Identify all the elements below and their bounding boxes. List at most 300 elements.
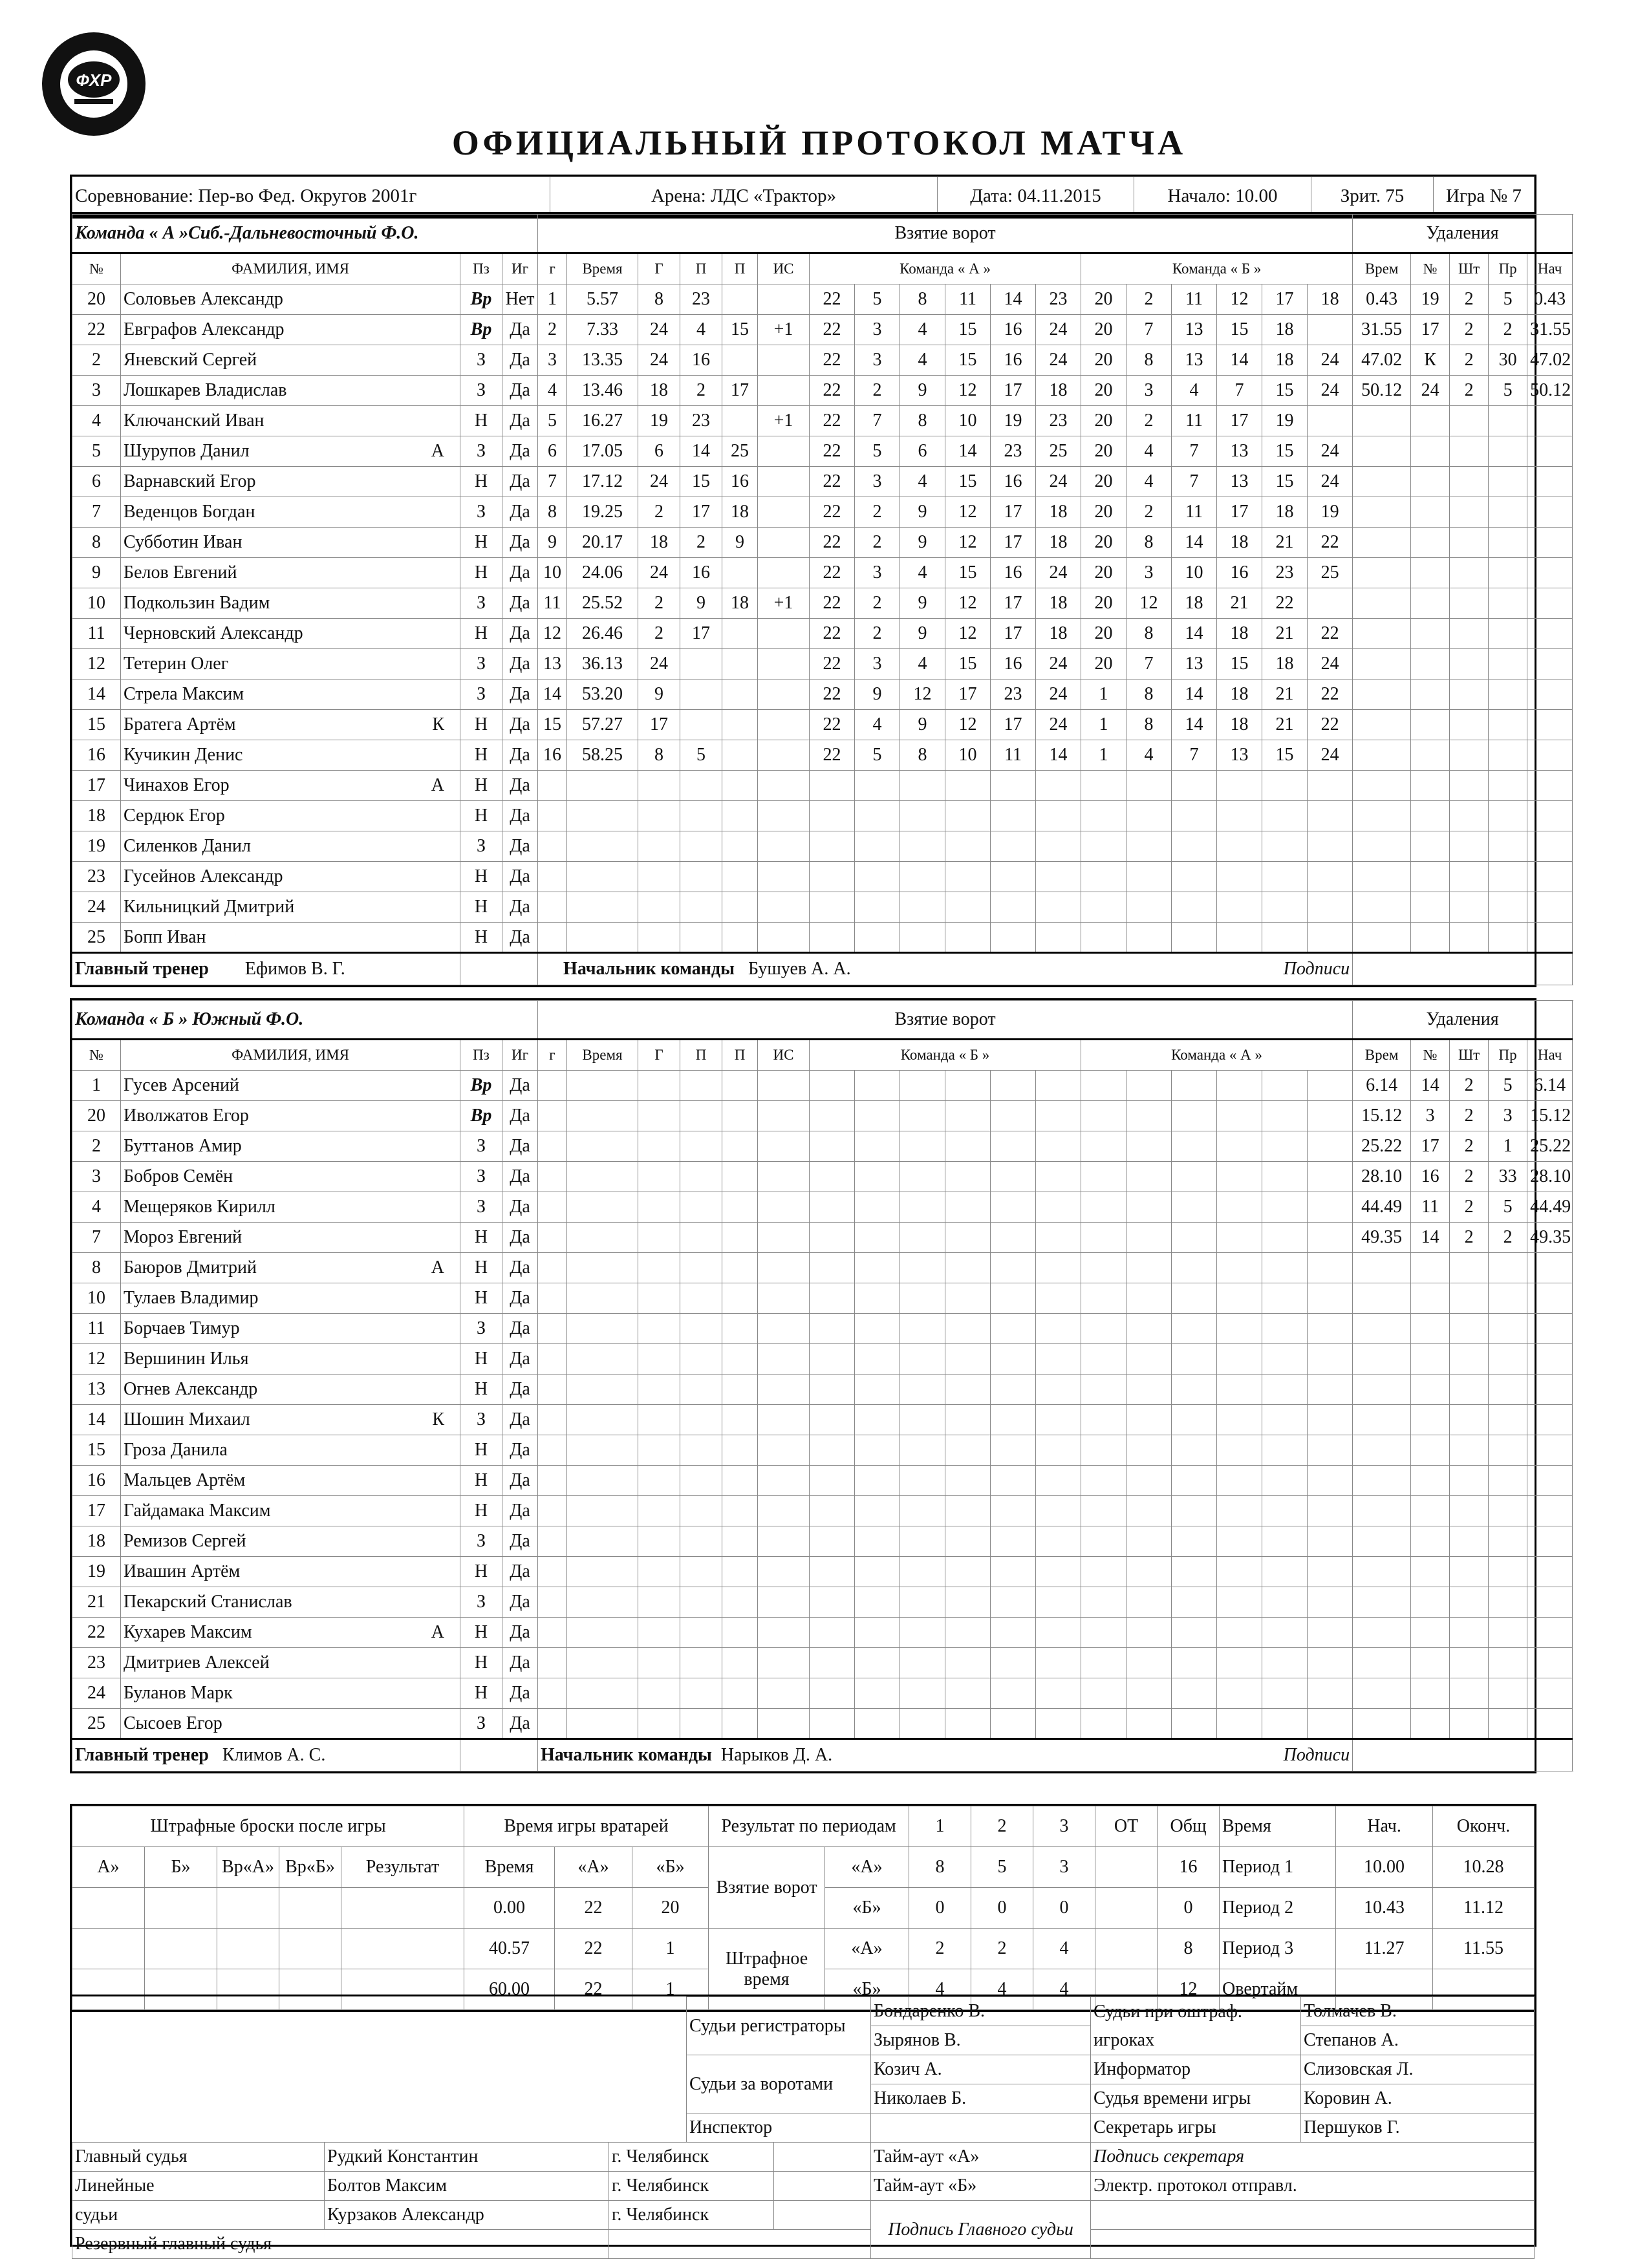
team-b-player-position: Н (460, 1557, 502, 1587)
captain-mark: А (431, 441, 444, 461)
team-a-player-row (72, 315, 1573, 345)
onice-opp (1217, 771, 1262, 801)
onice-own: 22 (810, 588, 855, 619)
team-a-player-played: Да (502, 376, 538, 406)
col-ig: Иг (502, 253, 538, 284)
onice-opp: 20 (1081, 619, 1126, 649)
onice-own (810, 771, 855, 801)
penalty-time: 15.12 (1353, 1101, 1411, 1131)
goal-seq: 13 (538, 649, 567, 679)
team-b-player-number: 18 (72, 1526, 121, 1557)
penalty-start (1527, 1405, 1573, 1435)
goal-assist-1 (680, 1678, 722, 1709)
onice-own (945, 1071, 991, 1101)
period-2-start: 10.43 (1336, 1888, 1433, 1929)
onice-opp (1081, 1192, 1126, 1223)
goal-situation (758, 1587, 810, 1618)
onice-own: 24 (1036, 679, 1081, 710)
penalty-time (1353, 831, 1411, 862)
onice-opp (1126, 1192, 1172, 1223)
penalty-reason (1489, 1466, 1527, 1496)
team-b-player-played: Да (502, 1678, 538, 1709)
goal-assist-1 (680, 1101, 722, 1131)
goal-assist-2 (722, 1618, 758, 1648)
goal-time (567, 1192, 638, 1223)
goal-assist-2: 25 (722, 436, 758, 467)
penalty-start: 50.12 (1527, 376, 1573, 406)
penalty-player: 17 (1411, 1131, 1450, 1162)
penalty-time (1353, 1344, 1411, 1375)
goal-situation (758, 1466, 810, 1496)
onice-own (991, 1557, 1036, 1587)
team-a-player-position: Н (460, 558, 502, 588)
team-b-player-played: Да (502, 1405, 538, 1435)
team-a-player-played: Да (502, 892, 538, 923)
team-a-player-position: Вр (460, 284, 502, 315)
col-goal: Г (638, 253, 680, 284)
penalty-start: 31.55 (1527, 315, 1573, 345)
team-b-player-played: Да (502, 1192, 538, 1223)
penalty-minutes (1450, 1587, 1489, 1618)
goal-scorer (638, 1648, 680, 1678)
gk-col-b: «Б» (632, 1847, 709, 1888)
penalty-player: 3 (1411, 1101, 1450, 1131)
captain-mark: А (431, 775, 444, 795)
onice-opp (1081, 892, 1126, 923)
onice-own: 10 (945, 740, 991, 771)
onice-own (1036, 1192, 1081, 1223)
goal-time: 13.35 (567, 345, 638, 376)
onice-own (1036, 801, 1081, 831)
team-a-player-name: Подкользин Вадим (121, 588, 460, 619)
onice-own (991, 831, 1036, 862)
team-a-player-played: Да (502, 831, 538, 862)
goal-situation (758, 436, 810, 467)
penalty-player (1411, 1466, 1450, 1496)
onice-opp: 11 (1172, 284, 1217, 315)
penalty-player (1411, 1405, 1450, 1435)
penalty-start (1527, 1375, 1573, 1405)
onice-own (810, 1466, 855, 1496)
onice-opp: 15 (1217, 649, 1262, 679)
goal-assist-2 (722, 1283, 758, 1314)
onice-opp (1217, 1375, 1262, 1405)
goal-assist-1 (680, 1496, 722, 1526)
onice-opp (1308, 1587, 1353, 1618)
team-a-player-name: Черновский Александр (121, 619, 460, 649)
timer: Коровин А. (1301, 2084, 1535, 2113)
penalty-start: 15.12 (1527, 1101, 1573, 1131)
team-b-player-position: З (460, 1314, 502, 1344)
team-b-player-name: Шошин Михаил К (121, 1405, 460, 1435)
onice-own: 4 (900, 315, 945, 345)
onice-opp: 4 (1126, 436, 1172, 467)
onice-opp: 20 (1081, 558, 1126, 588)
onice-own (1036, 1587, 1081, 1618)
goal-assist-1: 16 (680, 558, 722, 588)
onice-opp (1126, 1162, 1172, 1192)
team-b-player-name: Тулаев Владимир (121, 1283, 460, 1314)
pim-a-total: 8 (1158, 1929, 1220, 1969)
onice-own (1036, 862, 1081, 892)
onice-own: 8 (900, 284, 945, 315)
penalty-minutes: 2 (1450, 1223, 1489, 1253)
onice-opp (1172, 1678, 1217, 1709)
penalty-minutes (1450, 1344, 1489, 1375)
onice-own: 22 (810, 406, 855, 436)
goal-assist-2 (722, 1253, 758, 1283)
onice-opp (1217, 1587, 1262, 1618)
penalty-time (1353, 801, 1411, 831)
team-b-player-name: Бобров Семён (121, 1162, 460, 1192)
goal-assist-2 (722, 649, 758, 679)
team-a-player-row (72, 710, 1573, 740)
penalty-reason (1489, 831, 1527, 862)
goal-assist-1 (680, 892, 722, 923)
penalty-reason: 5 (1489, 1192, 1527, 1223)
onice-own (1036, 1526, 1081, 1557)
penalty-player (1411, 710, 1450, 740)
team-a-player-name: Кучикин Денис (121, 740, 460, 771)
penalty-reason (1489, 558, 1527, 588)
onice-own (900, 831, 945, 862)
team-a-player-number: 12 (72, 649, 121, 679)
onice-own: 5 (855, 740, 900, 771)
pim-b-p3: 4 (1033, 1969, 1095, 2010)
penalty-player (1411, 1314, 1450, 1344)
onice-opp (1081, 1375, 1126, 1405)
onice-own (900, 1709, 945, 1739)
onice-own (900, 1648, 945, 1678)
penalty-start (1527, 923, 1573, 953)
total-header: Общ (1158, 1806, 1220, 1847)
goals-team-a: «А» (825, 1847, 909, 1888)
onice-own (1036, 1223, 1081, 1253)
team-a-player-number: 17 (72, 771, 121, 801)
onice-opp: 24 (1308, 345, 1353, 376)
pim-a-p3: 4 (1033, 1929, 1095, 1969)
goal-seq (538, 1344, 567, 1375)
onice-opp (1217, 1466, 1262, 1496)
onice-own (855, 1101, 900, 1131)
team-a-player-name: Кильницкий Дмитрий (121, 892, 460, 923)
team-b-player-name: Ремизов Сергей (121, 1526, 460, 1557)
team-a-player-number: 18 (72, 801, 121, 831)
box-judges-label: Судьи при оштраф. игроках (1091, 1997, 1301, 2055)
onice-own: 3 (855, 649, 900, 679)
onice-own (900, 1192, 945, 1223)
penalty-reason (1489, 1648, 1527, 1678)
onice-own: 4 (900, 467, 945, 497)
onice-own (1036, 1101, 1081, 1131)
onice-own (810, 1375, 855, 1405)
penalty-player (1411, 740, 1450, 771)
team-a-player-row (72, 436, 1573, 467)
onice-opp: 22 (1308, 710, 1353, 740)
penalty-reason (1489, 406, 1527, 436)
onice-opp (1262, 1131, 1308, 1162)
team-a-penalties-title: Удаления (1353, 215, 1573, 253)
penalty-player (1411, 1253, 1450, 1283)
onice-opp: 18 (1262, 649, 1308, 679)
team-a-player-position: Н (460, 923, 502, 953)
onice-own (1036, 1496, 1081, 1526)
penalty-start: 44.49 (1527, 1192, 1573, 1223)
penalty-minutes (1450, 1314, 1489, 1344)
onice-opp (1126, 1648, 1172, 1678)
penalty-reason (1489, 1405, 1527, 1435)
onice-own (855, 1587, 900, 1618)
goal-assist-2 (722, 771, 758, 801)
goal-time: 17.05 (567, 436, 638, 467)
goal-assist-2 (722, 1435, 758, 1466)
penalty-minutes (1450, 1709, 1489, 1739)
onice-own (1036, 1648, 1081, 1678)
team-b-block (70, 998, 1571, 1773)
onice-opp (1126, 1071, 1172, 1101)
goal-time (567, 1587, 638, 1618)
onice-own: 3 (855, 558, 900, 588)
onice-own (945, 1557, 991, 1587)
team-a-goals-title: Взятие ворот (538, 215, 1353, 253)
onice-opp (1217, 1344, 1262, 1375)
onice-own (1036, 1253, 1081, 1283)
penalty-time (1353, 588, 1411, 619)
penalty-player (1411, 1283, 1450, 1314)
onice-own (991, 923, 1036, 953)
goal-assist-1 (680, 1344, 722, 1375)
captain-mark: К (432, 1409, 444, 1429)
goal-seq (538, 1557, 567, 1587)
onice-own (991, 1587, 1036, 1618)
team-a-player-row (72, 619, 1573, 649)
onice-opp (1262, 1557, 1308, 1587)
goal-assist-1 (680, 1435, 722, 1466)
col-name: ФАМИЛИЯ, ИМЯ (121, 253, 460, 284)
goal-seq (538, 1253, 567, 1283)
team-a-player-row (72, 558, 1573, 588)
onice-own (855, 1496, 900, 1526)
onice-own (945, 923, 991, 953)
onice-opp (1262, 1314, 1308, 1344)
goal-scorer: 18 (638, 376, 680, 406)
team-b-player-row (72, 1466, 1573, 1496)
onice-own (810, 1526, 855, 1557)
onice-opp: 1 (1081, 740, 1126, 771)
goal-situation: +1 (758, 406, 810, 436)
goals-label: Взятие ворот (709, 1847, 825, 1929)
onice-own (810, 1557, 855, 1587)
penalty-minutes (1450, 1466, 1489, 1496)
penalty-time (1353, 1526, 1411, 1557)
penalty-reason (1489, 528, 1527, 558)
onice-own (810, 1314, 855, 1344)
onice-opp: 7 (1126, 649, 1172, 679)
onice-own: 24 (1036, 649, 1081, 679)
team-a-player-played: Да (502, 528, 538, 558)
onice-own (991, 1648, 1036, 1678)
goal-time (567, 892, 638, 923)
referee-sign-label: Подпись Главного судьи (871, 2201, 1091, 2259)
onice-own (810, 1223, 855, 1253)
onice-own (945, 1253, 991, 1283)
onice-own (900, 1435, 945, 1466)
team-a-player-position: Н (460, 619, 502, 649)
team-a-player-position: Вр (460, 315, 502, 345)
onice-own: 12 (900, 679, 945, 710)
onice-own: 24 (1036, 315, 1081, 345)
team-a-sign-label: Подписи (1283, 959, 1350, 979)
onice-opp (1217, 1496, 1262, 1526)
penalty-player (1411, 1435, 1450, 1466)
penalty-reason: 1 (1489, 1131, 1527, 1162)
goal-assist-1 (680, 1557, 722, 1587)
onice-opp (1217, 1405, 1262, 1435)
penalty-start (1527, 862, 1573, 892)
onice-own (945, 1496, 991, 1526)
team-a-player-row (72, 771, 1573, 801)
onice-own (855, 1253, 900, 1283)
goal-seq: 11 (538, 588, 567, 619)
gk-row1-a: 22 (555, 1888, 632, 1929)
team-b-player-played: Да (502, 1071, 538, 1101)
onice-opp: 14 (1172, 528, 1217, 558)
team-a-coach: Ефимов В. Г. (244, 959, 345, 979)
onice-opp (1081, 771, 1126, 801)
onice-own (945, 1648, 991, 1678)
onice-opp (1172, 1557, 1217, 1587)
onice-own (810, 1131, 855, 1162)
penalty-start (1527, 1557, 1573, 1587)
onice-opp (1308, 588, 1353, 619)
goal-seq: 3 (538, 345, 567, 376)
onice-opp (1217, 1618, 1262, 1648)
team-b-player-name: Огнев Александр (121, 1375, 460, 1405)
goal-scorer (638, 892, 680, 923)
onice-opp (1081, 1071, 1126, 1101)
team-b-player-played: Да (502, 1557, 538, 1587)
onice-own (945, 1283, 991, 1314)
onice-own: 22 (810, 619, 855, 649)
goal-seq (538, 1648, 567, 1678)
onice-opp (1081, 1618, 1126, 1648)
team-b-player-row (72, 1375, 1573, 1405)
onice-opp (1126, 1375, 1172, 1405)
onice-opp (1217, 1678, 1262, 1709)
onice-own (810, 831, 855, 862)
onice-opp (1081, 1162, 1126, 1192)
onice-opp (1081, 1131, 1126, 1162)
onice-own (855, 801, 900, 831)
onice-own (900, 892, 945, 923)
onice-opp (1172, 1466, 1217, 1496)
goal-time (567, 1375, 638, 1405)
goal-assist-2 (722, 1648, 758, 1678)
penalty-time (1353, 1496, 1411, 1526)
goal-time (567, 1101, 638, 1131)
goal-scorer (638, 1283, 680, 1314)
goal-scorer (638, 1709, 680, 1739)
team-b-player-position: Н (460, 1375, 502, 1405)
period-1-end: 10.28 (1433, 1847, 1535, 1888)
penalty-time (1353, 1678, 1411, 1709)
team-b-player-position: Вр (460, 1101, 502, 1131)
penalty-minutes: 2 (1450, 1101, 1489, 1131)
goals-a-p2: 5 (971, 1847, 1033, 1888)
onice-own (900, 923, 945, 953)
col-is: ИС (758, 253, 810, 284)
team-a-player-number: 14 (72, 679, 121, 710)
onice-opp: 13 (1217, 467, 1262, 497)
col-assist1: П (680, 253, 722, 284)
onice-opp (1262, 1466, 1308, 1496)
penalty-reason (1489, 1709, 1527, 1739)
penalty-reason (1489, 497, 1527, 528)
onice-own (855, 1618, 900, 1648)
onice-opp: 18 (1217, 710, 1262, 740)
penalty-time (1353, 771, 1411, 801)
penalty-start (1527, 710, 1573, 740)
onice-own (1036, 771, 1081, 801)
onice-own: 22 (810, 345, 855, 376)
team-a-player-position: З (460, 679, 502, 710)
arena: Арена: ЛДС «Трактор» (550, 177, 938, 216)
onice-own (991, 1101, 1036, 1131)
goal-assist-2 (722, 345, 758, 376)
e-protocol-label: Электр. протокол отправл. (1091, 2172, 1535, 2201)
penalty-minutes (1450, 1557, 1489, 1587)
penalty-start (1527, 1253, 1573, 1283)
penalty-start (1527, 1314, 1573, 1344)
onice-own (855, 1375, 900, 1405)
penalty-reason (1489, 1618, 1527, 1648)
onice-opp: 21 (1262, 710, 1308, 740)
penalty-start: 47.02 (1527, 345, 1573, 376)
goal-assist-1: 2 (680, 528, 722, 558)
goal-assist-1: 17 (680, 619, 722, 649)
informer-label: Информатор (1091, 2055, 1301, 2084)
onice-opp (1172, 1314, 1217, 1344)
team-b-player-number: 22 (72, 1618, 121, 1648)
team-a-player-name: Ключанский Иван (121, 406, 460, 436)
goal-time (567, 1071, 638, 1101)
shootout-col-a: А» (72, 1847, 145, 1888)
onice-own (855, 1071, 900, 1101)
penalty-reason (1489, 1283, 1527, 1314)
timer-label: Судья времени игры (1091, 2084, 1301, 2113)
onice-own (991, 1405, 1036, 1435)
penalty-player: 14 (1411, 1223, 1450, 1253)
onice-opp (1172, 1101, 1217, 1131)
team-b-player-played: Да (502, 1466, 538, 1496)
onice-own: 15 (945, 649, 991, 679)
team-a-player-name: Белов Евгений (121, 558, 460, 588)
main-referee: Рудкий Константин (325, 2143, 609, 2172)
col-pen-num: № (1411, 1040, 1450, 1071)
onice-opp: 14 (1172, 710, 1217, 740)
penalty-time: 6.14 (1353, 1071, 1411, 1101)
ot-header: ОТ (1095, 1806, 1158, 1847)
goal-scorer: 18 (638, 528, 680, 558)
team-b-player-row (72, 1405, 1573, 1435)
goal-seq (538, 862, 567, 892)
penalty-player (1411, 558, 1450, 588)
team-a-player-position: Н (460, 892, 502, 923)
goal-assist-2: 15 (722, 315, 758, 345)
penalty-minutes (1450, 1648, 1489, 1678)
onice-own (855, 1466, 900, 1496)
goal-situation (758, 1131, 810, 1162)
